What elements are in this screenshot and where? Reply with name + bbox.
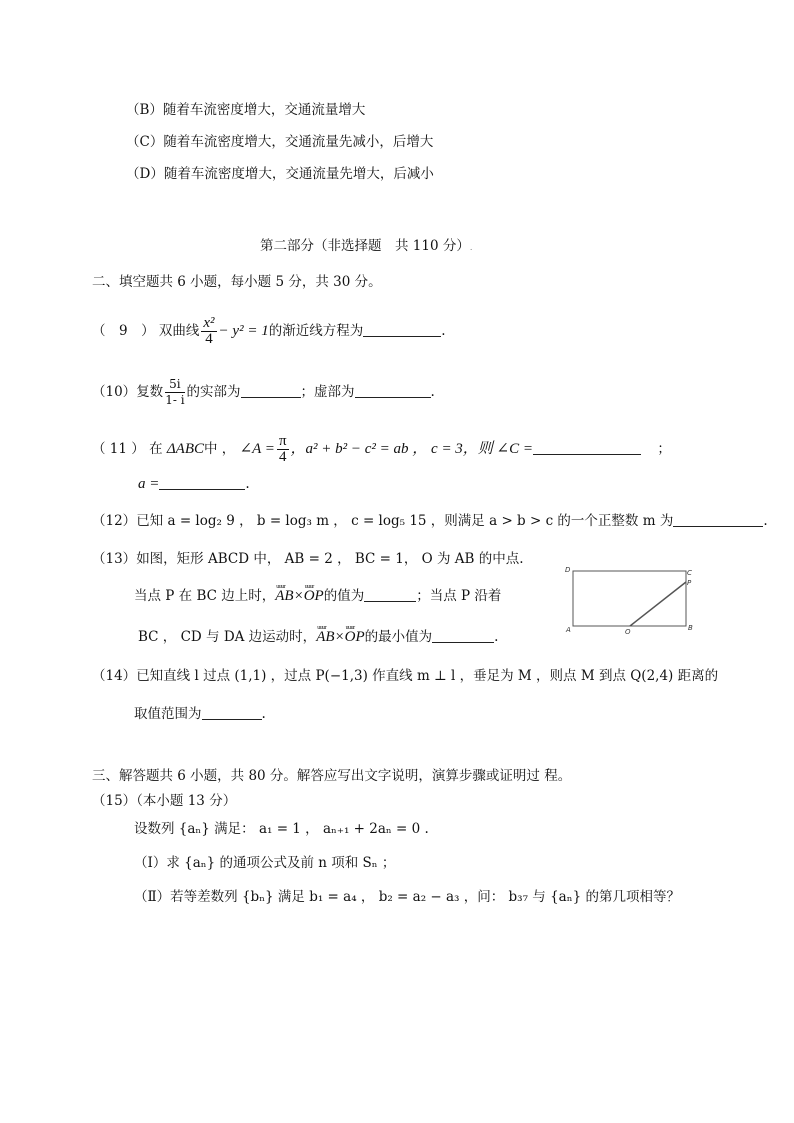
q11-end: .: [245, 476, 250, 492]
q10-frac-num: 5i: [165, 377, 184, 393]
q14-line2: 取值范围为: [134, 706, 202, 722]
q9-pre: 双曲线: [158, 323, 200, 339]
q13-line3b: 的最小值为: [364, 629, 433, 645]
question-14: [92, 667, 718, 685]
q12-answer-blank[interactable]: [673, 512, 763, 527]
option-d: （D）随着车流密度增大，交通流量先增大，后减小: [126, 166, 434, 182]
q14-line1: 已知直线 l 过点 (1,1) ，过点 P(−1,3) 作直线 m ⊥ l ，垂足为 M ，则点 M 到点 Q(2,4) 距离的: [136, 668, 719, 684]
q13-line3a: BC ， CD 与 DA 边运动时，: [138, 629, 317, 645]
q11-pi-fraction: [277, 434, 289, 465]
question-11: [92, 434, 671, 465]
label-p: P: [687, 579, 692, 587]
q13-times: ×: [293, 588, 304, 604]
q11-angle-c-blank[interactable]: [533, 440, 641, 455]
label-d: D: [565, 566, 571, 574]
q9-number: （ 9 ）: [92, 323, 155, 339]
q9-post: 的渐近线方程为: [268, 323, 364, 339]
q11-a-blank[interactable]: [159, 475, 245, 490]
q14-number: （14）: [92, 668, 137, 684]
segment-op: [630, 582, 686, 626]
q13-line2c: ；当点 P 沿着: [416, 588, 502, 604]
label-b: B: [688, 624, 693, 632]
q15-sub1: （Ⅰ）求 {aₙ} 的通项公式及前 n 项和 Sₙ ；: [134, 855, 396, 871]
option-c: （C）随着车流密度增大，交通流量先减小，后增大: [126, 134, 434, 150]
q13-end: .: [494, 629, 499, 645]
q15-header: （15）（本小题 13 分）: [92, 793, 237, 809]
q10-pre: 复数: [136, 384, 164, 400]
q10-number: （10）: [92, 384, 137, 400]
question-12: [92, 512, 768, 530]
q10-end: .: [430, 384, 435, 400]
q11-mid: 中 ，: [204, 441, 236, 457]
question-13-line2: [134, 587, 501, 605]
q13-number: （13）: [92, 551, 137, 567]
q15-line1: 设数列 {aₙ} 满足： a₁ = 1 ， aₙ₊₁ + 2aₙ = 0 .: [134, 821, 429, 837]
q13-value-blank[interactable]: [364, 587, 416, 602]
q11-number: （ 11 ）: [92, 441, 145, 457]
rectangle-figure: [560, 560, 700, 640]
question-9: [92, 316, 446, 347]
q13-line2b: 的值为: [323, 588, 365, 604]
label-o: O: [625, 628, 631, 636]
section3-header: 三、解答题共 6 小题，共 80 分。解答应写出文字说明，演算步骤或证明过 程。: [92, 768, 572, 784]
q13-min-blank[interactable]: [432, 628, 494, 643]
q11-pi-den: 4: [278, 449, 287, 465]
q10-fraction: [165, 377, 184, 408]
q13-times-2: ×: [334, 629, 345, 645]
q14-range-blank[interactable]: [202, 705, 262, 720]
trailing-dot: .: [469, 243, 473, 252]
question-13: [92, 550, 524, 568]
question-10: [92, 377, 435, 408]
q9-frac-den: 4: [205, 331, 213, 347]
q11-triangle: ΔABC: [166, 441, 204, 457]
part2-title: [260, 237, 472, 257]
q9-frac-num: x²: [203, 315, 215, 331]
q9-answer-blank[interactable]: [363, 322, 441, 337]
q11-condition: ，a² + b² − c² = ab ， c = 3，则 ∠C =: [290, 441, 534, 457]
label-a: A: [566, 626, 571, 634]
q9-expr: − y² = 1: [218, 323, 269, 339]
q10-mid: 的实部为: [186, 384, 241, 400]
q10-real-blank[interactable]: [241, 383, 301, 398]
q13-line2a: 当点 P 在 BC 边上时，: [134, 588, 276, 604]
q15-sub2: （Ⅱ）若等差数列 {bₙ} 满足 b₁ = a₄ ， b₂ = a₂ − a₃ ，问： b₃₇ 与 {aₙ} 的第几项相等？: [134, 889, 680, 905]
q13-vec-op: uuur OP: [304, 587, 324, 605]
q11-pre: 在: [149, 441, 163, 457]
q11-pi-num: π: [278, 433, 287, 449]
rectangle-abcd: [573, 571, 686, 626]
q14-end: .: [261, 706, 266, 722]
q12-number: （12）: [92, 513, 137, 529]
q11-angle-a: ∠A =: [239, 441, 275, 457]
label-c: C: [687, 569, 692, 577]
question-14-line2: [134, 705, 266, 723]
q10-frac-den: 1- i: [165, 393, 185, 407]
q9-fraction: [201, 316, 216, 347]
q10-mid2: ；虚部为: [300, 384, 355, 400]
q10-imag-blank[interactable]: [355, 383, 431, 398]
question-13-line3: [138, 628, 498, 646]
option-b: （B）随着车流密度增大，交通流量增大: [126, 102, 366, 118]
q11-semicolon: ；: [657, 441, 671, 457]
q12-end: .: [763, 513, 768, 529]
q13-vec-op-2: uuur OP: [345, 628, 365, 646]
q12-text: 已知 a = log₂ 9 ， b = log₃ m ， c = log₅ 15 ，则满足 a > b > c 的一个正整数 m 为: [136, 513, 674, 529]
question-11-line2: [138, 475, 250, 493]
part2-title-text: 第二部分（非选择题 共 110 分）: [260, 238, 470, 254]
q13-vec-ab-2: uuur AB: [316, 628, 334, 646]
q9-end: .: [441, 323, 446, 339]
section2-header: 二、填空题共 6 小题，每小题 5 分，共 30 分。: [92, 274, 382, 290]
q13-line1: 如图，矩形 ABCD 中， AB = 2 ， BC = 1， O 为 AB 的中点.: [136, 551, 524, 567]
q13-vec-ab: uuur AB: [275, 587, 293, 605]
q11-a-eq: a =: [138, 476, 160, 492]
